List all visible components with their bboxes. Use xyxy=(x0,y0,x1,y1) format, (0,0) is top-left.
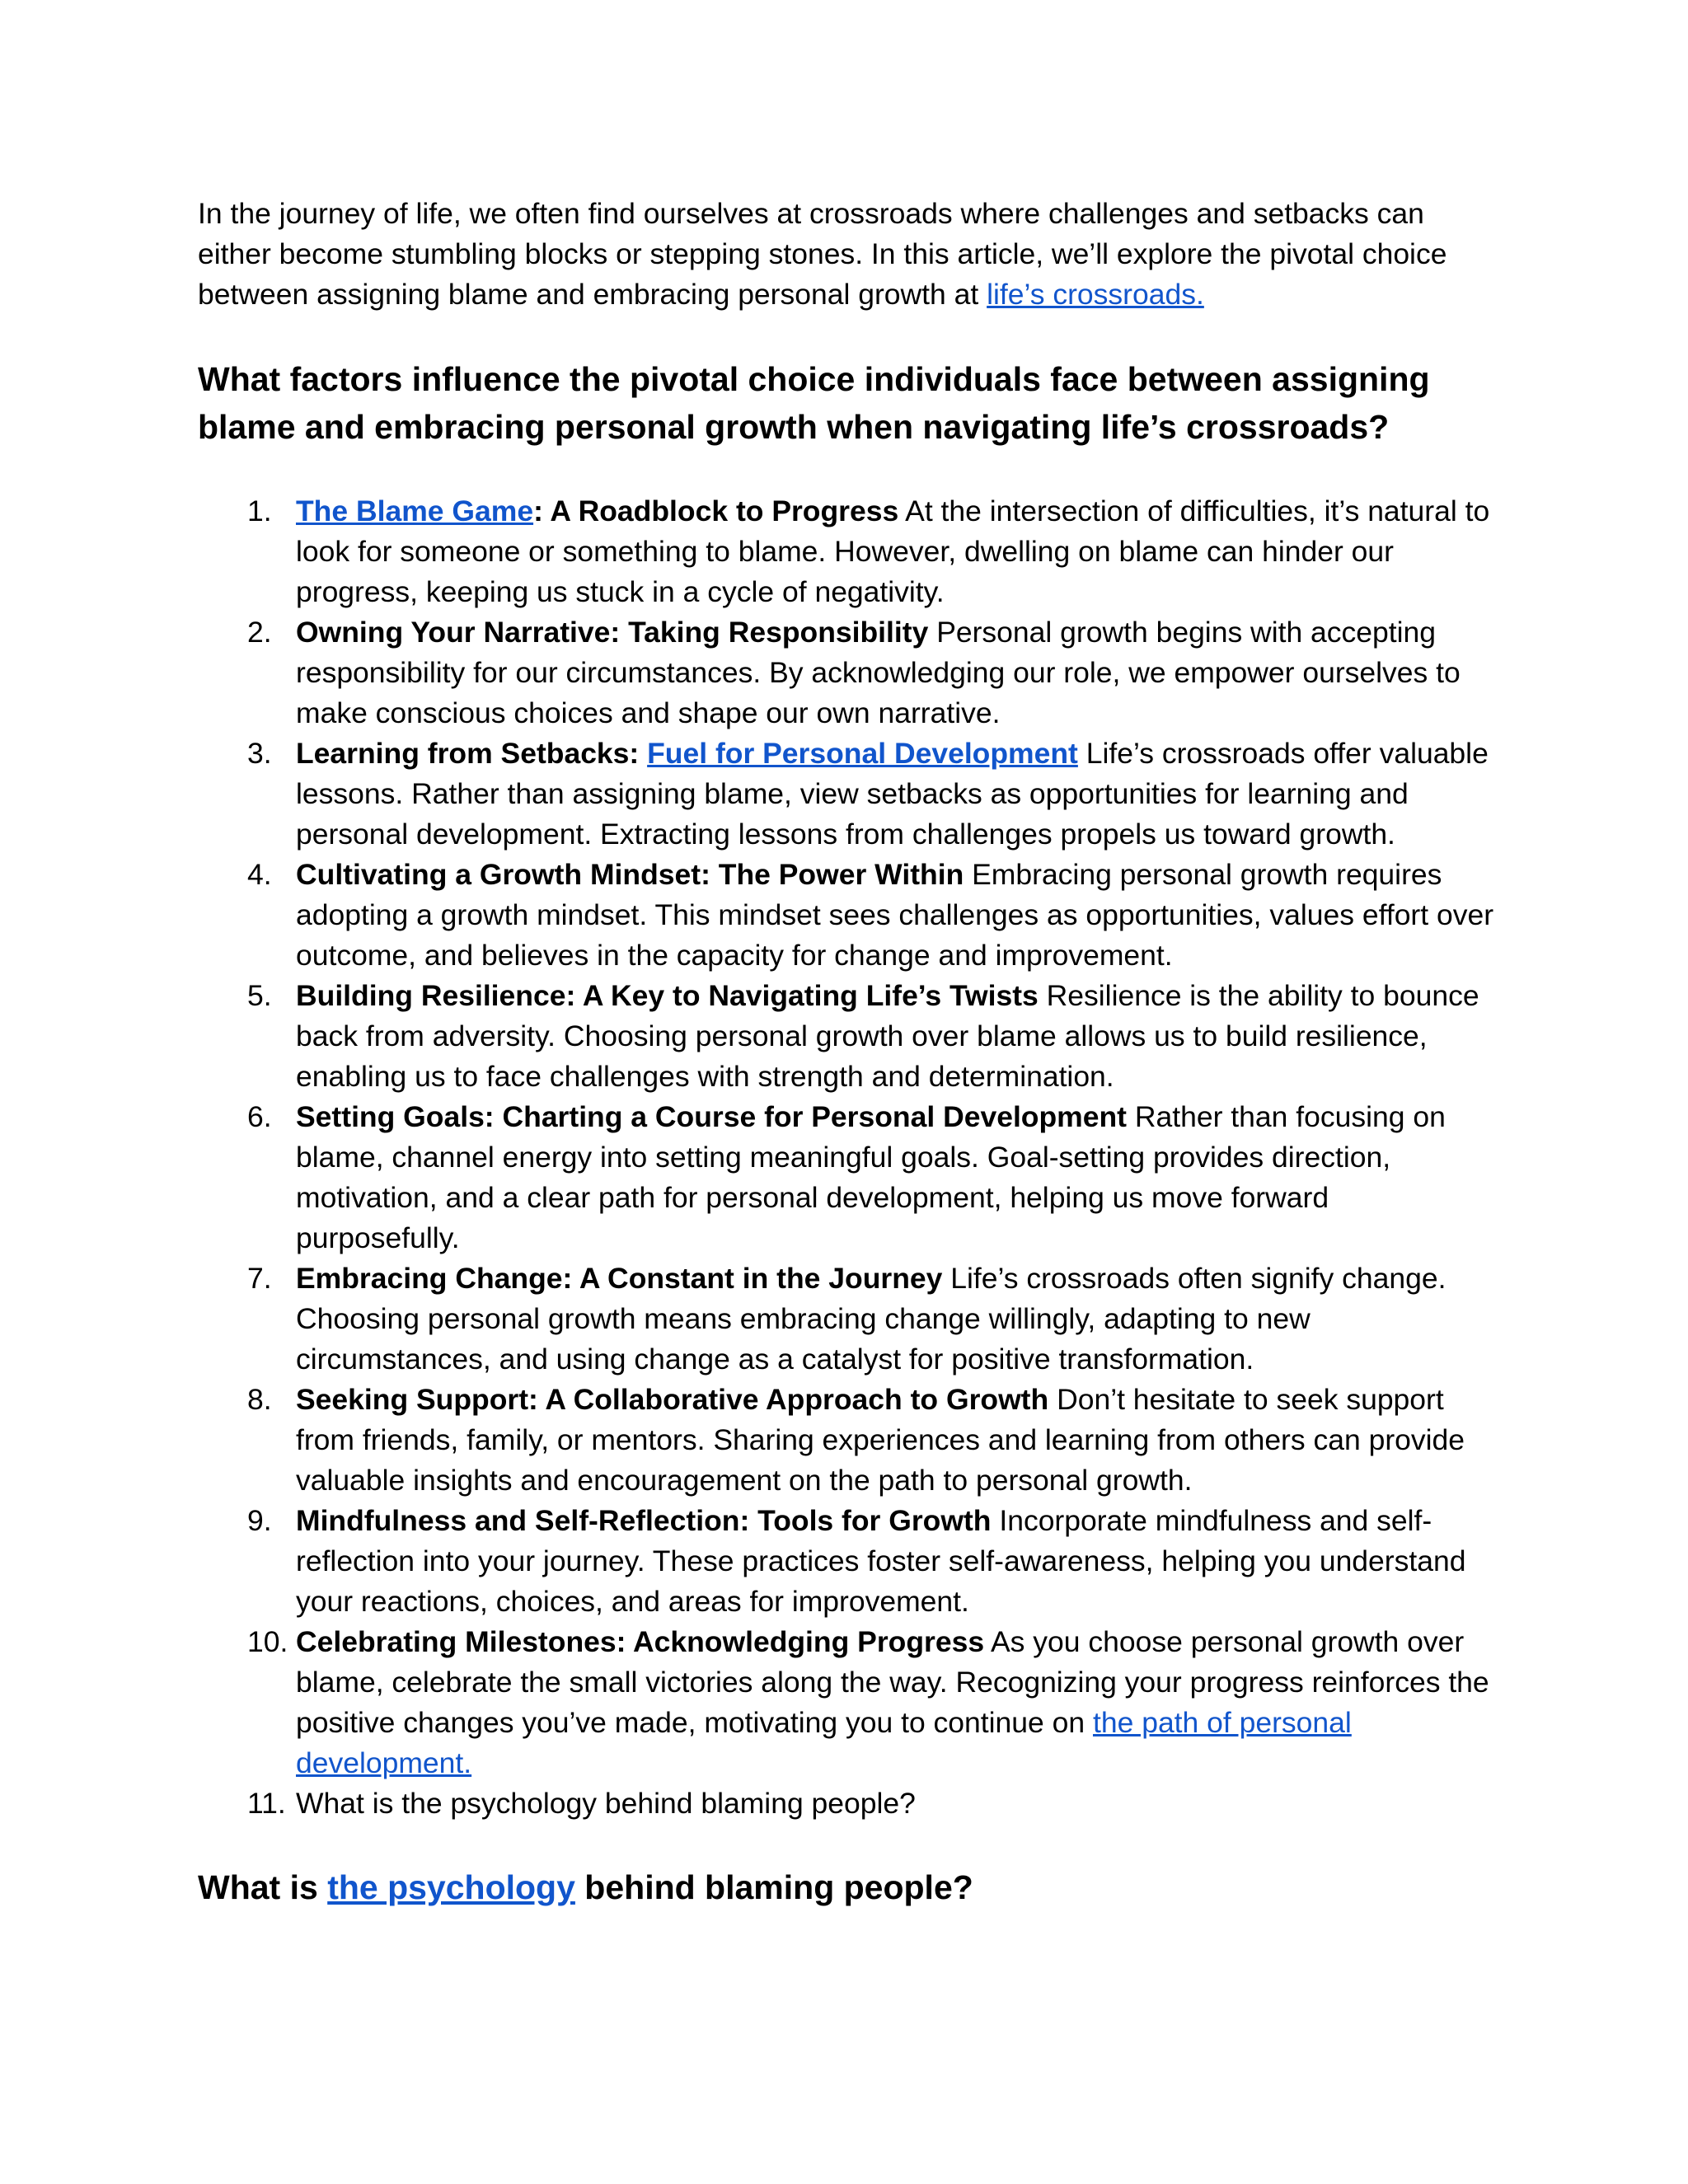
item-body: Embracing personal growth requires adopting a growth mindset. This mindset sees challenges as opportunities, values effort over outcome, and believes in the capacity for change and improvement. xyxy=(296,858,1494,972)
list-item xyxy=(198,491,1500,612)
item-body: As you choose personal growth over blame, celebrate the small victories along the way. Recognizing your progress reinforces the positive changes you’ve made, motivating you to continue on xyxy=(296,1625,1489,1739)
blame-game-link[interactable]: The Blame Game xyxy=(296,494,534,527)
list-number: 11. xyxy=(247,1787,286,1820)
item-body: What is the psychology behind blaming people? xyxy=(296,1787,916,1820)
growth-points-list xyxy=(198,491,1500,1824)
item-body: Resilience is the ability to bounce back from adversity. Choosing personal growth over blame allows us to build resilience, enabling us to face challenges with strength and determination. xyxy=(296,979,1479,1093)
item-title: : A Roadblock to Progress xyxy=(533,494,899,527)
the-psychology-link[interactable]: the psychology xyxy=(327,1868,575,1906)
list-item xyxy=(198,1783,1500,1824)
item-body: Life’s crossroads offer valuable lessons. Rather than assigning blame, view setbacks as opportunities for learning and personal development. Extracting lessons from challenges propels us toward growth. xyxy=(296,737,1489,851)
item-title: Building Resilience: A Key to Navigating Life’s Twists xyxy=(296,979,1039,1012)
list-item xyxy=(198,1380,1500,1501)
item-title: Owning Your Narrative: Taking Responsibility xyxy=(296,616,929,649)
path-of-personal-development-link[interactable]: the path of personal development. xyxy=(296,1706,1352,1779)
list-number: 1. xyxy=(247,494,272,527)
item-body: Life’s crossroads often signify change. Choosing personal growth means embracing change willingly, adapting to new circumstances, and using change as a catalyst for positive transformation. xyxy=(296,1262,1447,1376)
list-number: 2. xyxy=(247,616,272,649)
heading-psychology-of-blame xyxy=(198,1864,1500,1912)
list-number: 7. xyxy=(247,1262,272,1295)
list-number: 4. xyxy=(247,858,272,891)
list-number: 10. xyxy=(247,1625,288,1658)
item-title: Celebrating Milestones: Acknowledging Progress xyxy=(296,1625,985,1658)
list-item xyxy=(198,612,1500,733)
item-title: Embracing Change: A Constant in the Journey xyxy=(296,1262,943,1295)
item-title: Seeking Support: A Collaborative Approach to Growth xyxy=(296,1383,1049,1416)
item-body: Incorporate mindfulness and self-reflection into your journey. These practices foster self-awareness, helping you understand your reactions, choices, and areas for improvement. xyxy=(296,1504,1466,1618)
list-number: 9. xyxy=(247,1504,272,1537)
item-title: Setting Goals: Charting a Course for Personal Development xyxy=(296,1100,1127,1133)
list-item xyxy=(198,1258,1500,1380)
lifes-crossroads-link[interactable]: life’s crossroads. xyxy=(987,278,1204,311)
list-item xyxy=(198,1097,1500,1258)
item-body: At the intersection of difficulties, it’s natural to look for someone or something to blame. However, dwelling on blame can hinder our progress, keeping us stuck in a cycle of negativity. xyxy=(296,494,1490,608)
list-number: 8. xyxy=(247,1383,272,1416)
list-item xyxy=(198,733,1500,855)
intro-paragraph xyxy=(198,194,1500,315)
item-title: Cultivating a Growth Mindset: The Power Within xyxy=(296,858,964,891)
item-title: Mindfulness and Self-Reflection: Tools for Growth xyxy=(296,1504,992,1537)
fuel-personal-development-link[interactable]: Fuel for Personal Development xyxy=(647,737,1078,770)
heading-pivotal-choice: What factors influence the pivotal choice individuals face between assigning blame and embracing personal growth when navigating life’s crossroads? xyxy=(198,360,1430,446)
list-number: 3. xyxy=(247,737,272,770)
list-item xyxy=(198,855,1500,976)
heading-text-after: behind blaming people? xyxy=(574,1868,973,1906)
item-body: Rather than focusing on blame, channel energy into setting meaningful goals. Goal-setting provides direction, motivation, and a clear path for personal development, helping us move forward purposefully. xyxy=(296,1100,1446,1254)
intro-text: In the journey of life, we often find ourselves at crossroads where challenges and setbacks can either become stumbling blocks or stepping stones. In this article, we’ll explore the pivotal choice between assigning blame and embracing personal growth at xyxy=(198,197,1447,311)
item-body: Don’t hesitate to seek support from friends, family, or mentors. Sharing experiences and learning from others can provide valuable insights and encouragement on the path to personal growth. xyxy=(296,1383,1465,1497)
item-title: Learning from Setbacks: xyxy=(296,737,648,770)
heading-text-before: What is xyxy=(198,1868,328,1906)
list-item xyxy=(198,1622,1500,1783)
list-item xyxy=(198,976,1500,1097)
item-body: Personal growth begins with accepting responsibility for our circumstances. By acknowledging our role, we empower ourselves to make conscious choices and shape our own narrative. xyxy=(296,616,1461,729)
document-page xyxy=(198,194,1500,1912)
list-number: 5. xyxy=(247,979,272,1012)
list-number: 6. xyxy=(247,1100,272,1133)
list-item xyxy=(198,1501,1500,1622)
